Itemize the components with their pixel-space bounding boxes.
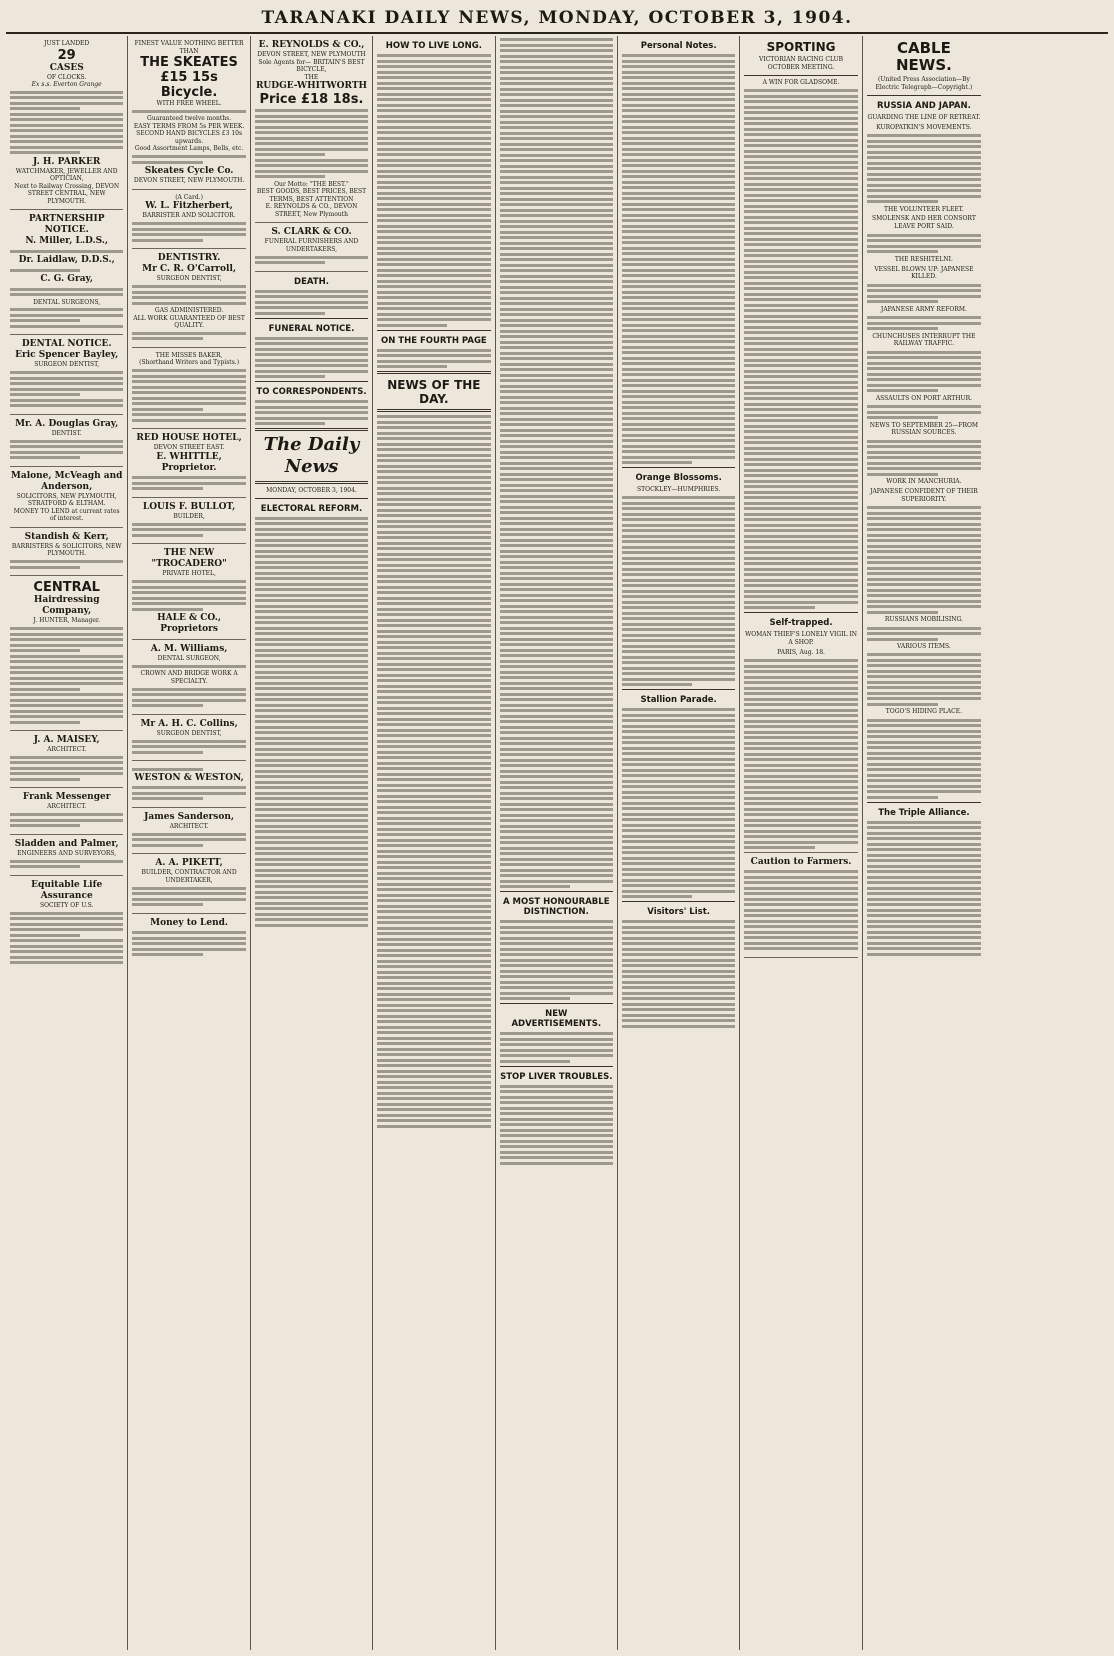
new-advertisements-heading: NEW ADVERTISEMENTS. — [511, 1009, 602, 1030]
how-to-live-heading: HOW TO LIVE LONG. — [385, 41, 482, 51]
how-to-live-body — [377, 54, 490, 327]
orange-blossoms-body — [622, 496, 735, 686]
togo-subheading: TOGO'S HIDING PLACE. — [885, 708, 963, 716]
watchmaker-name: J. H. PARKER — [33, 156, 101, 167]
sladden-name: Sladden and Palmer, — [14, 838, 119, 849]
dental-surgeons: DENTAL SURGEONS, — [33, 298, 101, 306]
dentist-miller: N. Miller, L.D.S., — [25, 236, 109, 247]
columns — [6, 36, 1108, 1650]
trocadero-ad — [132, 544, 245, 640]
reynolds-ad — [255, 36, 368, 223]
maisey-ad — [10, 731, 123, 788]
malone-money: MONEY TO LEND at current rates of interest. — [13, 507, 120, 523]
volunteer-fleet-subheading: THE VOLUNTEER FLEET. — [884, 205, 964, 213]
visitors-list-body — [622, 920, 735, 1028]
ocarroll-sub: SURGEON DENTIST, — [156, 275, 222, 283]
electoral-reform-heading: ELECTORAL REFORM. — [260, 503, 363, 514]
skeates-intro: FINEST VALUE NOTHING BETTER THAN — [134, 40, 244, 55]
dentist-douglas: Mr. A. Douglas Gray, — [15, 418, 119, 429]
clocks-unit: CASES — [49, 62, 84, 73]
messenger-ad — [10, 788, 123, 834]
pikett-ad — [132, 854, 245, 913]
reshitelni-subheading: THE RESHITELNI. — [894, 255, 953, 263]
stop-liver-heading: STOP LIVER TROUBLES. — [500, 1071, 613, 1082]
orange-blossoms-heading: Orange Blossoms. — [635, 473, 722, 483]
reynolds-best: BEST GOODS, BEST PRICES, BEST TERMS, BEST ATTENTION — [256, 188, 367, 203]
personal-notes-body — [622, 54, 735, 464]
skeates-terms: EASY TERMS FROM 5s PER WEEK. — [133, 122, 245, 130]
reynolds-motto: Our Motto: "THE BEST." — [274, 180, 349, 188]
messenger-sub: ARCHITECT. — [47, 803, 87, 811]
watchmaker-location: Next to Railway Crossing, DEVON STREET CENTRAL, NEW PLYMOUTH. — [14, 182, 120, 205]
dental-notice-ad — [10, 335, 123, 414]
assaults-subheading: ASSAULTS ON PORT ARTHUR. — [875, 394, 973, 402]
douglas-sub: DENTIST. — [51, 429, 82, 437]
vrc-subheading: VICTORIAN RACING CLUB OCTOBER MEETING. — [759, 56, 844, 71]
money-lend-title: Money to Lend. — [150, 917, 229, 928]
cable-news-credit: (United Press Association—By Electric Telegraph—Copyright.) — [875, 76, 973, 91]
column-5-body — [500, 38, 613, 888]
electoral-reform-body — [255, 517, 368, 927]
red-house-ad — [132, 429, 245, 497]
dentist-bayley: Eric Spencer Bayley, — [15, 350, 119, 361]
partnership-title: PARTNERSHIP NOTICE. — [28, 214, 105, 236]
stallion-parade-heading: Stallion Parade. — [640, 695, 717, 706]
money-lend-ad — [132, 914, 245, 963]
army-reform-subheading: JAPANESE ARMY REFORM. — [880, 305, 967, 313]
reynolds-footer: E. REYNOLDS & CO., DEVON STREET, New Plymouth — [265, 203, 358, 218]
editorial-date: MONDAY, OCTOBER 3, 1904. — [266, 487, 357, 495]
death-notice — [255, 277, 368, 426]
skeates-ad — [132, 36, 245, 190]
column-5 — [496, 36, 618, 1650]
clocks-from: Ex s.s. Everton Grange — [31, 81, 102, 88]
weston-name: WESTON & WESTON, — [134, 773, 244, 784]
baker-sub: (Shorthand Writers and Typists.) — [139, 359, 240, 367]
stallion-parade-body — [622, 708, 735, 898]
news-to-subheading: NEWS TO SEPTEMBER 25—FROM RUSSIAN SOURCES. — [869, 421, 979, 437]
card-label: (A Card.) — [175, 193, 203, 201]
hale-proprietors: HALE & CO., Proprietors — [157, 613, 221, 635]
equitable-ad — [10, 876, 123, 971]
skeates-guarantee: Guaranteed twelve months. — [147, 115, 232, 123]
red-house-sub: DEVON STREET EAST. — [153, 444, 225, 452]
pikett-sub: BUILDER, CONTRACTOR AND UNDERTAKER, — [141, 869, 237, 884]
column-8 — [863, 36, 985, 1650]
collins-sub: SURGEON DENTIST, — [156, 729, 222, 737]
watchmaker-sub: WATCHMAKER, JEWELLER AND OPTICIAN, — [15, 167, 118, 183]
hairdressing-ad — [10, 576, 123, 731]
clocks-number: 29 — [57, 47, 76, 63]
gladsome-subheading: A WIN FOR GLADSOME. — [762, 78, 840, 86]
dentistry-title: DENTISTRY. — [157, 253, 221, 264]
column-2 — [128, 36, 250, 1650]
douglas-ad — [10, 415, 123, 467]
news-of-day-body — [377, 415, 490, 1128]
messenger-name: Frank Messenger — [22, 792, 111, 803]
crown-bridge: CROWN AND BRIDGE WORK A SPECIALTY. — [140, 670, 238, 685]
column-3 — [251, 36, 373, 1650]
cable-news-heading: CABLE NEWS. — [896, 39, 952, 74]
column-7 — [740, 36, 862, 1650]
maisey-sub: ARCHITECT. — [47, 746, 87, 754]
sanderson-ad — [132, 808, 245, 854]
collins-name: Mr A. H. C. Collins, — [140, 718, 238, 729]
triple-alliance-heading: The Triple Alliance. — [878, 807, 970, 818]
visitors-list-heading: Visitors' List. — [647, 907, 710, 918]
correspondents-heading: TO CORRESPONDENTS. — [256, 387, 367, 398]
skeates-bicycle-price: £15 15s Bicycle. — [160, 70, 218, 100]
equitable-sub: SOCIETY OF U.S. — [39, 901, 94, 909]
bullot-sub: BUILDER, — [173, 512, 205, 520]
mobilising-subheading: RUSSIANS MOBILISING. — [884, 616, 963, 624]
equitable-name: Equitable Life Assurance — [31, 879, 103, 901]
dentist-gray: C. G. Gray, — [40, 274, 94, 285]
skeates-accessories: Good Assortment Lamps, Bells, etc. — [134, 145, 244, 153]
williams-name: A. M. Williams, — [150, 644, 228, 655]
trocadero-sub: PRIVATE HOTEL, — [162, 570, 216, 578]
trocadero-name: THE NEW "TROCADERO" — [151, 548, 227, 570]
manchuria-subheading: WORK IN MANCHURIA. — [886, 478, 962, 486]
maisey-name: J. A. MAISEY, — [33, 735, 100, 746]
standish-ad — [10, 528, 123, 576]
williams-sub: DENTAL SURGEON, — [157, 655, 221, 663]
paris-dateline: PARIS, Aug. 18. — [777, 648, 825, 656]
red-house-name: RED HOUSE HOTEL, — [136, 433, 242, 444]
sanderson-name: James Sanderson, — [144, 811, 235, 822]
skeates-title: THE SKEATES — [140, 55, 238, 70]
pikett-name: A. A. PIKETT, — [155, 858, 223, 869]
ocarroll-name: Mr C. R. O'Carroll, — [142, 264, 237, 275]
guarding-subheading: GUARDING THE LINE OF RETREAT. — [867, 113, 981, 121]
sanderson-sub: ARCHITECT. — [169, 822, 209, 830]
fitzherbert-sub: BARRISTER AND SOLICITOR. — [142, 212, 236, 220]
clocks-ad — [10, 36, 123, 210]
standish-name: Standish & Kerr, — [24, 531, 109, 542]
bullot-name: LOUIS F. BULLOT, — [142, 501, 236, 512]
skeates-second-hand: SECOND HAND BICYCLES £3 10s upwards. — [136, 130, 243, 145]
smolensk-subheading: SMOLENSK AND HER CONSORT LEAVE PORT SAID. — [872, 215, 976, 231]
sladden-sub: ENGINEERS AND SURVEYORS, — [17, 849, 117, 857]
malone-ad — [10, 467, 123, 528]
reynolds-agents: Sole Agents for— BRITAIN'S BEST BICYCLE, — [258, 58, 365, 73]
self-trapped-body — [744, 659, 857, 849]
woman-thief-subheading: WOMAN THIEF'S LONELY VIGIL IN A SHOP. — [745, 631, 857, 647]
rudge-whitworth: RUDGE-WHITWORTH — [255, 81, 368, 91]
reynolds-address: DEVON STREET, NEW PLYMOUTH — [257, 51, 366, 58]
funeral-heading: FUNERAL NOTICE. — [268, 323, 355, 334]
central-title: CENTRAL — [33, 580, 100, 596]
all-work-guaranteed: ALL WORK GUARANTEED OF BEST QUALITY. — [133, 314, 245, 330]
clark-name: S. CLARK & CO. — [271, 227, 352, 238]
death-heading: DEATH. — [294, 276, 329, 287]
reynolds-the: THE — [304, 73, 319, 81]
hairdressing-company: Hairdressing Company, — [33, 595, 100, 617]
baker-ad — [132, 348, 245, 429]
weston-ad — [132, 761, 245, 808]
chunchuses-subheading: CHUNCHUSES INTERRUPT THE RAILWAY TRAFFIC. — [872, 332, 976, 348]
various-items-subheading: VARIOUS ITEMS. — [897, 643, 951, 651]
blown-up-subheading: VESSEL BLOWN UP: JAPANESE KILLED. — [874, 265, 974, 281]
clocks-title: JUST LANDED — [44, 40, 90, 47]
clocks-of: OF CLOCKS. — [47, 73, 87, 81]
sladden-ad — [10, 835, 123, 876]
clark-ad — [255, 223, 368, 271]
news-of-day-heading: NEWS OF THE DAY. — [387, 378, 481, 406]
skeates-free-wheel: WITH FREE WHEEL. — [156, 100, 222, 107]
dental-notice-title: DENTAL NOTICE. — [21, 339, 112, 350]
malone-name: Malone, McVeagh and Anderson, — [10, 470, 123, 492]
reynolds-name: E. REYNOLDS & CO., — [258, 40, 365, 50]
dentist-laidlaw: Dr. Laidlaw, D.D.S., — [18, 255, 115, 266]
baker-name: THE MISSES BAKER, — [155, 351, 223, 359]
column-4 — [373, 36, 495, 1650]
column-6 — [618, 36, 740, 1650]
standish-sub: BARRISTERS & SOLICITORS, NEW PLYMOUTH. — [11, 542, 122, 558]
malone-sub: SOLICITORS, NEW PLYMOUTH, STRATFORD & ELTHAM. — [16, 492, 117, 508]
honourable-distinction-heading: A MOST HONOURABLE DISTINCTION. — [503, 897, 610, 918]
kuropatkin-subheading: KUROPATKIN'S MOVEMENTS. — [876, 123, 972, 131]
masthead: TARANAKI DAILY NEWS, MONDAY, OCTOBER 3, 1904. — [6, 4, 1108, 34]
rudge-price: Price £18 18s. — [259, 92, 364, 107]
personal-notes-heading: Personal Notes. — [640, 41, 717, 51]
bayley-sub: SURGEON DENTIST, — [34, 361, 100, 369]
column-1 — [6, 36, 128, 1650]
bullot-ad — [132, 498, 245, 544]
partnership-ad — [10, 210, 123, 335]
confident-subheading: JAPANESE CONFIDENT OF THEIR SUPERIORITY. — [870, 488, 978, 504]
hairdressing-manager: J. HUNTER, Manager. — [33, 617, 101, 625]
skeates-company: Skeates Cycle Co. — [144, 166, 234, 177]
williams-ad — [132, 640, 245, 715]
fitzherbert-ad — [132, 190, 245, 249]
ocarroll-ad — [132, 249, 245, 348]
self-trapped-heading: Self-trapped. — [769, 618, 833, 629]
fitzherbert-name: W. L. Fitzherbert, — [145, 201, 233, 212]
collins-ad — [132, 715, 245, 761]
whittle-proprietor: E. WHITTLE, Proprietor. — [156, 451, 222, 473]
russia-japan-heading: RUSSIA AND JAPAN. — [877, 100, 971, 111]
daily-news-nameplate: The Daily News — [263, 434, 360, 478]
fourth-page-heading: ON THE FOURTH PAGE — [380, 335, 487, 346]
stockley-subheading: STOCKLEY—HUMPHRIES. — [637, 486, 721, 493]
clark-sub: FUNERAL FURNISHERS AND UNDERTAKERS, — [264, 238, 359, 253]
gas-administered: GAS ADMINISTERED. — [154, 307, 224, 315]
caution-farmers-ad — [744, 852, 857, 958]
sporting-heading: SPORTING — [766, 40, 836, 54]
caution-farmers-title: Caution to Farmers. — [750, 856, 852, 867]
skeates-address: DEVON STREET, NEW PLYMOUTH. — [133, 177, 245, 185]
sporting-body — [744, 89, 857, 609]
